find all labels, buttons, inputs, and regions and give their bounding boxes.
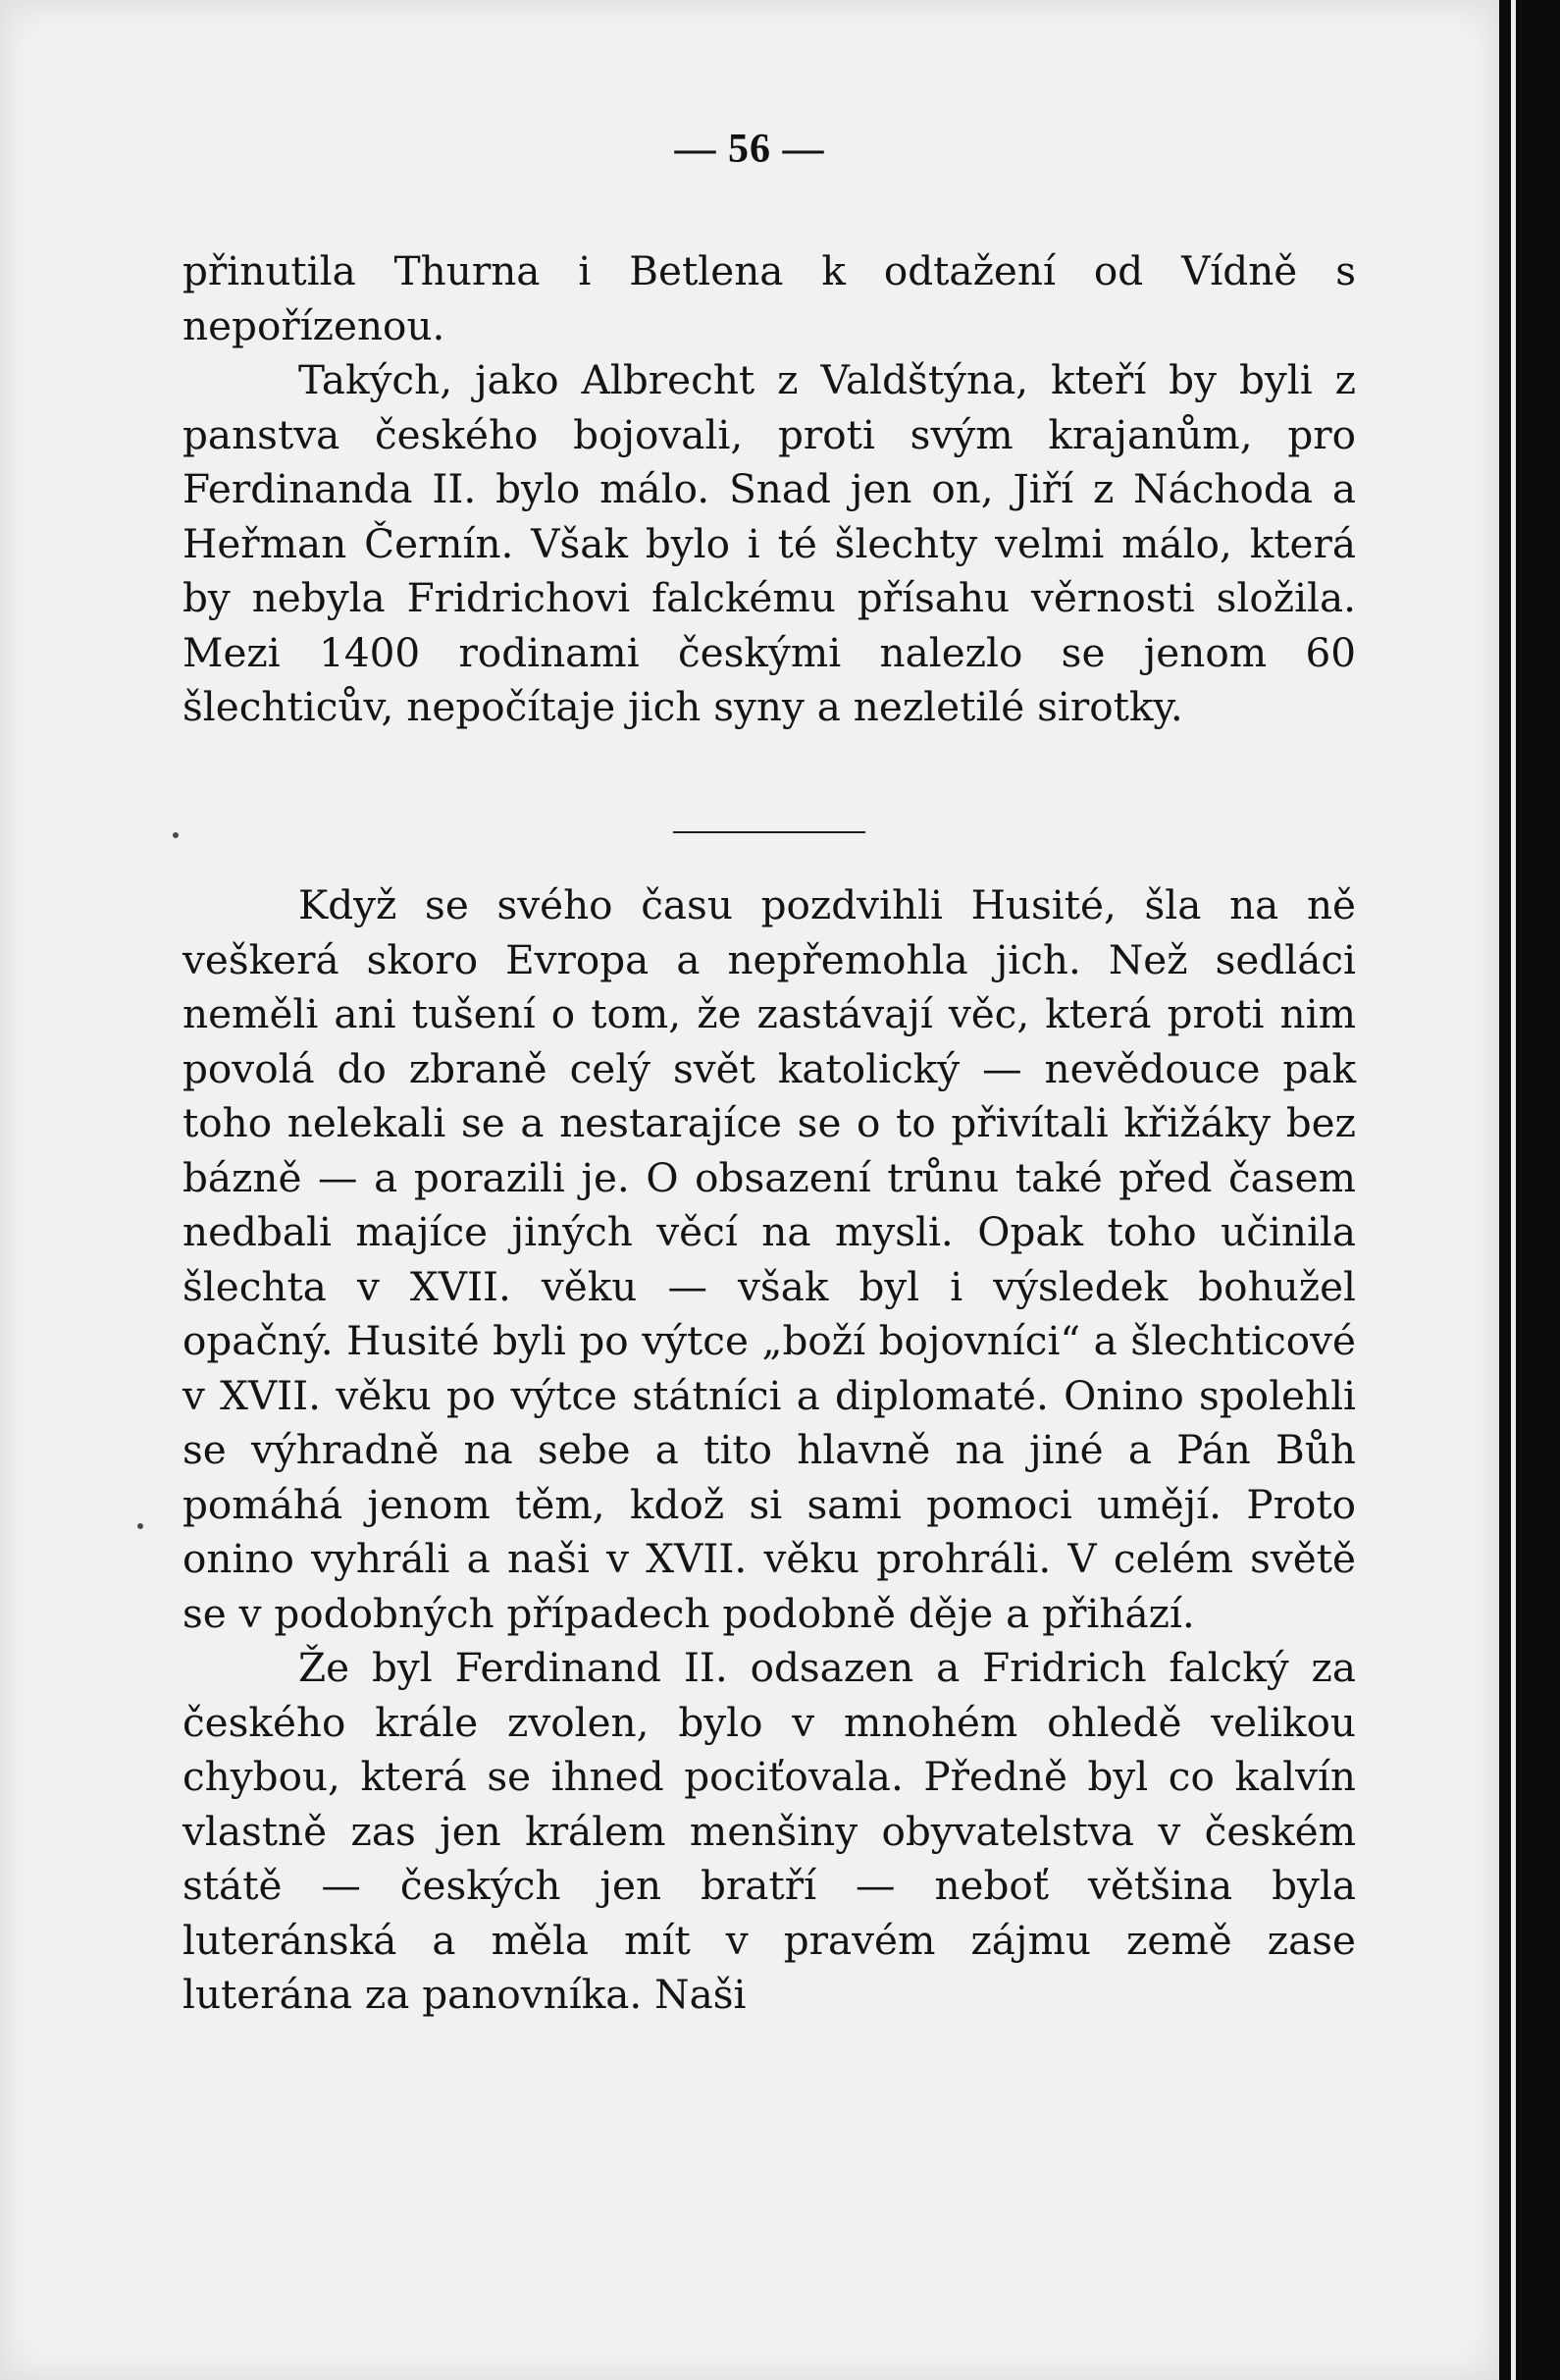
print-speck [173, 832, 179, 838]
text-section-top [182, 244, 1356, 735]
scan-border-stripe [1511, 0, 1516, 2380]
scan-border [1499, 0, 1560, 2380]
page-number: — 56 — [674, 127, 825, 172]
paragraph-continuation: přinutila Thurna i Betlena k odtažení od Vídně s nepořízenou. [182, 247, 1356, 349]
paragraph: Takých, jako Albrecht z Valdštýna, kteří by byli z panstva českého bojovali, proti svým krajanům, pro Ferdinanda II. bylo málo. Snad jen on, Jiří z Náchoda a Heřman Černín. Však bylo i té šlechty velmi málo, která by nebyla Fridrichovi falckému přísahu věrnosti složila. Mezi 1400 rodinami českými nalezlo se jenom 60 šlechticův, nepočítaje jich syny a nezletilé sirotky. [182, 356, 1356, 730]
print-speck [137, 1523, 143, 1529]
paragraph: Že byl Ferdinand II. odsazen a Fridrich falcký za českého krále zvolen, bylo v mnohém ohledě velikou chybou, která se ihned pociťovala. Předně byl co kalvín vlastně zas jen králem menšiny obyvatelstva v českém státě — českých jen bratří — neboť většina byla luteránská a měla mít v pravém zájmu země zase luterána za panovníka. Naši [182, 1644, 1356, 2018]
text-section-bottom [182, 878, 1356, 2023]
paragraph: Když se svého času pozdvihli Husité, šla na ně veškerá skoro Evropa a nepřemohla jich. Než sedláci neměli ani tušení o tom, že zastávají věc, která proti nim povolá do zbraně celý svět katolický — nevědouce pak toho nelekali se a nestarajíce se o to přivítali křižáky bez bázně — a porazili je. O obsazení trůnu také před časem nedbali majíce jiných věcí na mysli. Opak toho učinila šlechta v XVII. věku — však byl i výsledek bohužel opačný. Husité byli po výtce „boží bojovníci“ a šlechticové v XVII. věku po výtce státníci a diplomaté. Onino spolehli se výhradně na sebe a tito hlavně na jiné a Pán Bůh pomáhá jenom těm, kdož si sami pomoci umějí. Proto onino vyhráli a naši v XVII. věku prohráli. V celém světě se v podobných případech podobně děje a přihází. [182, 881, 1356, 1637]
section-separator [673, 831, 865, 833]
